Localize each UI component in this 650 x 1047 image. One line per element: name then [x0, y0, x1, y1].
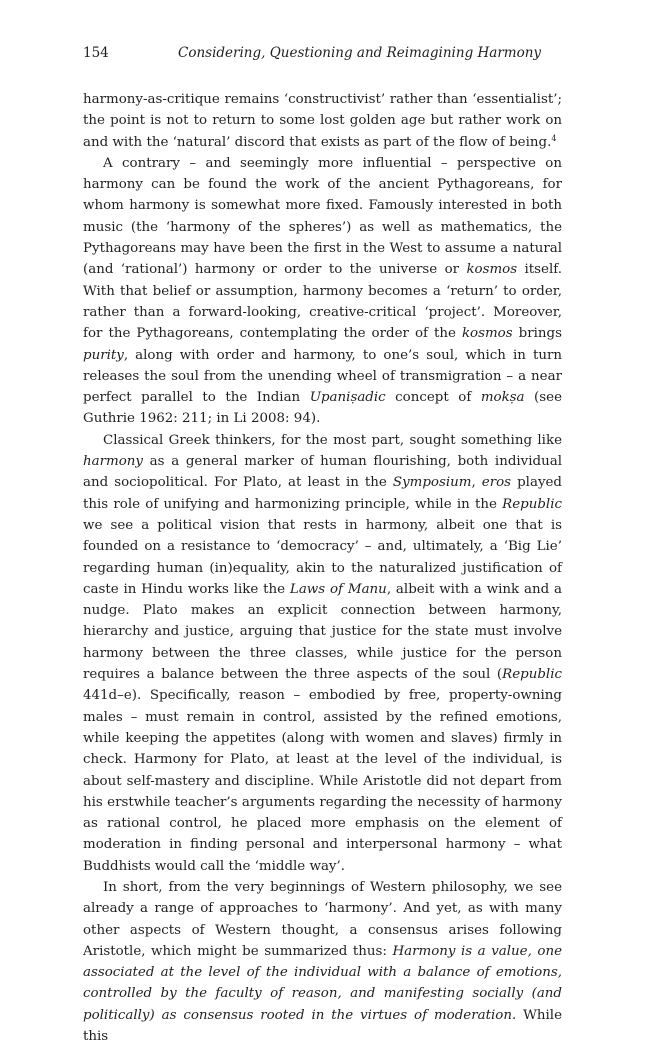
page-header	[83, 45, 567, 65]
italic-text: Harmony is a value, one associated at the level of the individual with a balance of emotions, controlled by the faculty of reason, and manifesting socially (and politically) as consensus rooted in the virtues of moderation.	[83, 943, 562, 1023]
text-run: , albeit with a wink and a nudge. Plato makes an explicit connection between harmony, hierarchy and justice, arguing that justice for the state must involve harmony between the three classes, while justice for the person requires a balance between the three aspects of the soul (	[83, 581, 562, 683]
italic-text: Laws of Manu	[289, 581, 387, 597]
text-run: 441d–e). Specifically, reason – embodied by free, property-owning males – must remain in control, assisted by the refined emotions, while keeping the appetites (along with women and slaves) firmly in check. Harmony for Plato, at least at the level of the individual, is about self-mastery and discipline. While Aristotle did not depart from his erstwhile teacher’s arguments regarding the necessity of harmony as rational control, he placed more emphasis on the element of moderation in finding personal and interpersonal harmony – what Buddhists would call the ‘middle way’.	[83, 688, 562, 874]
text-run: itself. With that belief or assumption, harmony becomes a ‘return’ to order, rather than a forward-looking, creative-critical ‘project’. Moreover, for the Pythagoreans, contemplating the order of the	[83, 262, 562, 342]
italic-text: Symposium	[392, 475, 472, 491]
text-run: harmony-as-critique remains ‘constructivist’ rather than ‘essentialist’; the point is not to return to some lost golden age but rather work on and with the ‘natural’ discord that exists as part of the flow of being.	[83, 92, 562, 150]
text-run: While this	[83, 1007, 562, 1045]
italic-text: Republic	[502, 496, 562, 512]
text-run: Classical Greek thinkers, for the most part, sought something like	[103, 432, 562, 448]
paragraph	[83, 89, 562, 153]
italic-text: purity	[83, 347, 124, 363]
text-run: (see Guthrie 1962: 211; in Li 2008: 94).	[83, 390, 563, 427]
text-run: ,	[471, 475, 482, 491]
paragraph	[83, 877, 562, 1047]
running-head: Considering, Questioning and Reimagining Harmony	[178, 45, 542, 61]
italic-text: harmony	[83, 454, 143, 470]
text-run: , along with order and harmony, to one’s soul, which in turn releases the soul from the unending wheel of transmigration – a near perfect parallel to the Indian	[83, 347, 562, 406]
italic-text: eros	[481, 475, 512, 491]
italic-text: Upaniṣadic	[309, 390, 386, 406]
text-run: concept of	[385, 390, 481, 406]
text-run: as a general marker of human flourishing, both individual and sociopolitical. For Plato, at least in the	[83, 454, 562, 491]
footnote-marker: 4	[551, 133, 557, 143]
paragraph	[83, 430, 562, 877]
text-run: we see a political vision that rests in harmony, albeit one that is founded on a resistance to ‘democracy’ – and, ultimately, a ‘Big Lie’ regarding human (in)equality, akin to the naturalized justification of caste in Hindu works like the	[83, 517, 562, 597]
text-run: A contrary – and seemingly more influential – perspective on harmony can be found the work of the ancient Pythagoreans, for whom harmony is somewhat more fixed. Famously interested in both music (the ‘harmony of the spheres’) as well as mathematics, the Pythagoreans may have been the first in the West to assume a natural (and ‘rational’) harmony or order to the universe or	[83, 155, 562, 278]
italic-text: mokṣa	[480, 390, 525, 406]
paragraph	[83, 153, 562, 430]
page-number: 154	[83, 45, 109, 61]
italic-text: kosmos	[466, 262, 518, 278]
italic-text: kosmos	[461, 326, 513, 342]
italic-text: Republic	[502, 667, 562, 683]
text-run: In short, from the very beginnings of Western philosophy, we see already a range of approaches to ‘harmony’. And yet, as with many other aspects of Western thought, a consensus arises following Aristotle, which might be summarized thus:	[83, 879, 562, 959]
text-run: brings	[512, 326, 562, 342]
text-run: played this role of unifying and harmonizing principle, while in the	[83, 475, 562, 512]
body-text	[83, 89, 562, 1047]
